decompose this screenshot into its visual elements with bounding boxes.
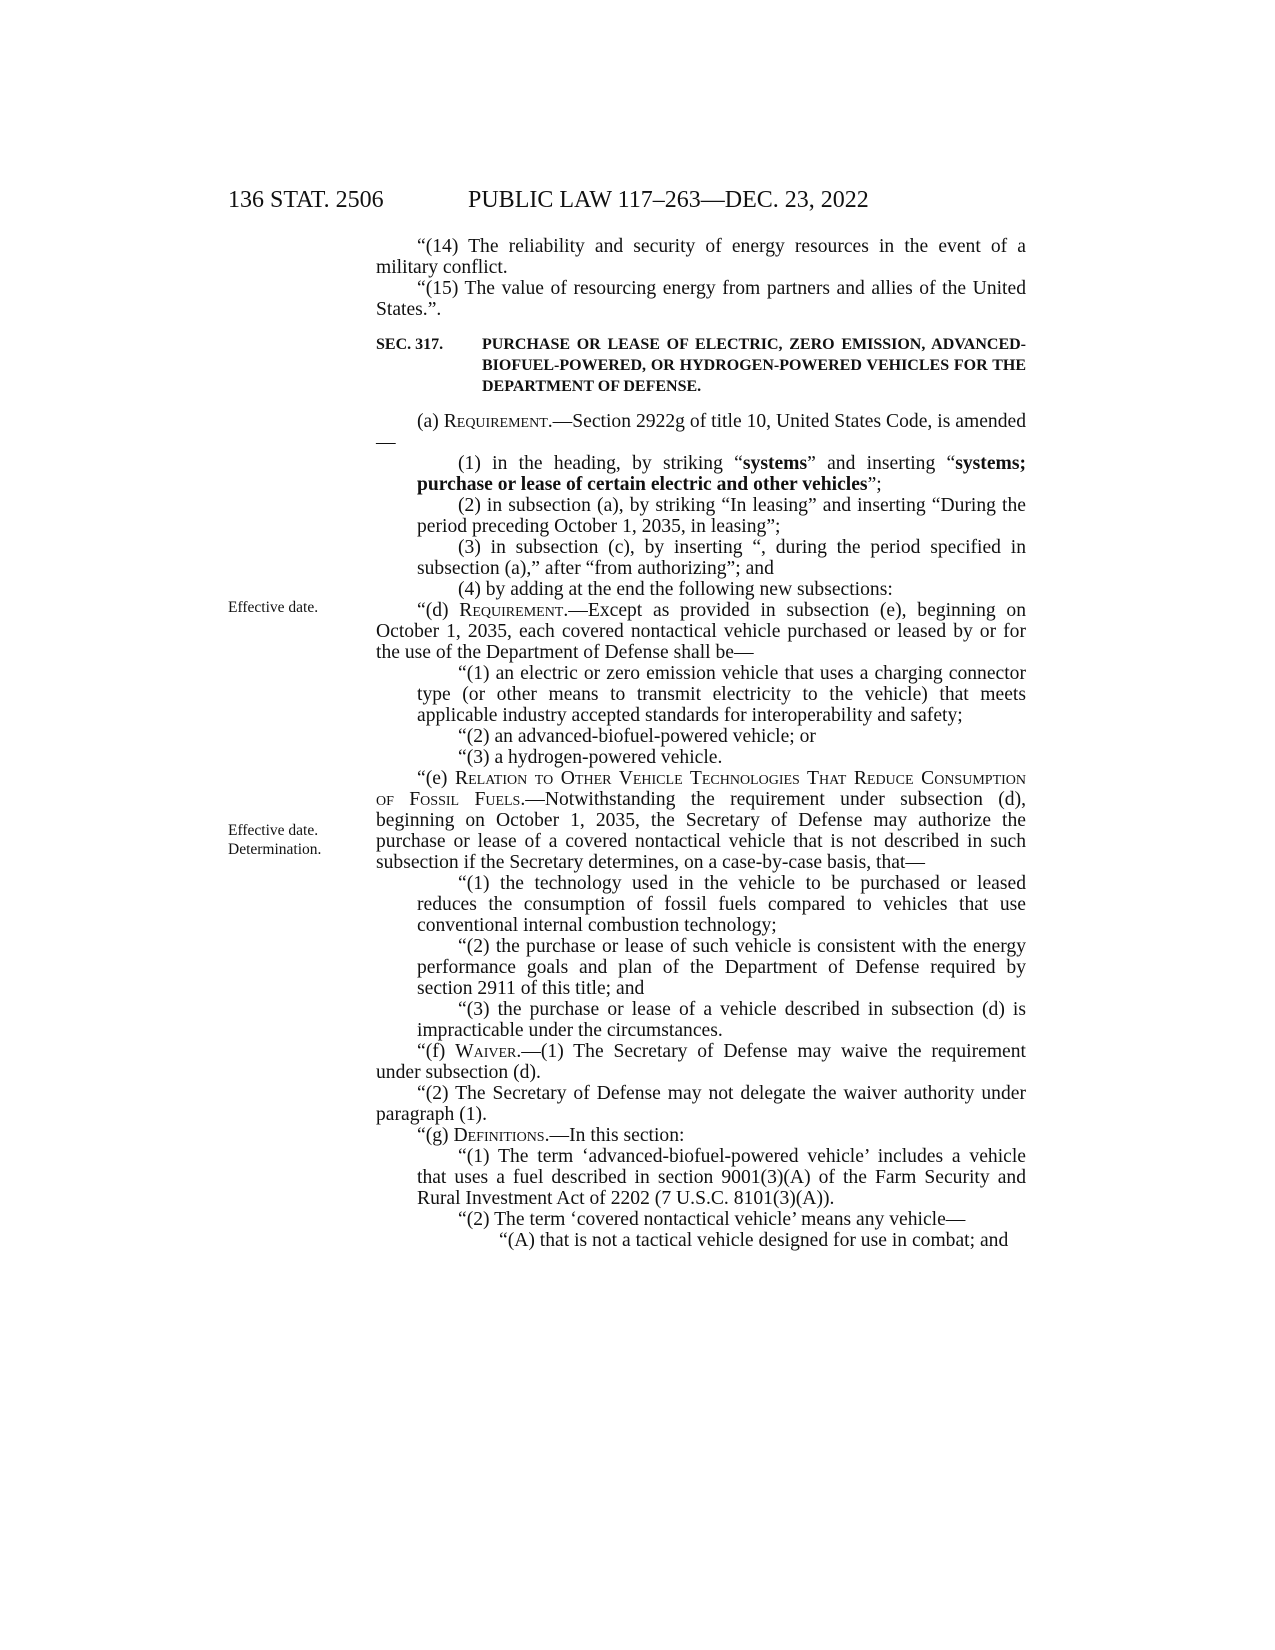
subsection-g: “(g) Definitions.—In this section: — [417, 1125, 685, 1146]
paragraph-15: “(15) The value of resourcing energy from partners and allies of the United States.”. — [376, 278, 1026, 320]
subsection-g-subparagraph-a: “(A) that is not a tactical vehicle designed for use in combat; and — [499, 1230, 1009, 1251]
amendment-item-4: (4) by adding at the end the following new subsections: — [458, 579, 893, 600]
section-number: SEC. 317. — [376, 336, 444, 353]
subsection-g-paragraph-2: “(2) The term ‘covered nontactical vehicle’ means any vehicle— — [458, 1209, 966, 1230]
subsection-f-paragraph-2: “(2) The Secretary of Defense may not delegate the waiver authority under paragraph (1). — [376, 1083, 1026, 1125]
margin-note-effective-date: Effective date. — [228, 599, 319, 616]
section-heading — [376, 334, 1026, 397]
subsection-e-paragraph-2: “(2) the purchase or lease of such vehicle is consistent with the energy performance goals and plan of the Department of Defense required by section 2911 of this title; and — [417, 936, 1026, 999]
subsection-d-heading: Requirement — [459, 600, 564, 621]
margin-note-determination: Determination. — [228, 841, 322, 858]
paragraph-14: “(14) The reliability and security of energy resources in the event of a military conflict. — [376, 236, 1026, 278]
section-title: PURCHASE OR LEASE OF ELECTRIC, ZERO EMISSION, ADVANCED-BIOFUEL-POWERED, OR HYDROGEN-POWERED VEHICLES FOR THE DEPARTMENT OF DEFENSE. — [482, 336, 1026, 395]
subsection-a-heading: Requirement — [443, 411, 548, 432]
amendment-item-2: (2) in subsection (a), by striking “In leasing” and inserting “During the period preceding October 1, 2035, in leasing”; — [417, 495, 1026, 537]
subsection-g-paragraph-1: “(1) The term ‘advanced-biofuel-powered vehicle’ includes a vehicle that uses a fuel described in section 9001(3)(A) of the Farm Security and Rural Investment Act of 2202 (7 U.S.C. 8101(3)(A)). — [417, 1146, 1026, 1209]
amendment-item-1: (1) in the heading, by striking “systems” and inserting “systems; purchase or lease of certain electric and other vehicles”; — [417, 453, 1026, 495]
margin-note-effective-date-2: Effective date. — [228, 822, 319, 839]
stat-page-number: 136 STAT. 2506 — [228, 187, 384, 213]
subsection-e-heading: Relation to Other Vehicle Technologies That Reduce Consumption of Fossil Fuels — [376, 768, 1026, 810]
subsection-f-heading: Waiver — [455, 1041, 517, 1062]
running-head: PUBLIC LAW 117–263—DEC. 23, 2022 — [468, 187, 869, 213]
subsection-f: “(f) Waiver.—(1) The Secretary of Defense may waive the requirement under subsection (d). — [376, 1041, 1026, 1083]
subsection-a: (a) Requirement.—Section 2922g of title 10, United States Code, is amended— — [376, 411, 1026, 453]
subsection-g-heading: Definitions — [453, 1125, 545, 1146]
subsection-e: “(e) Relation to Other Vehicle Technologies That Reduce Consumption of Fossil Fuels.—Notwithstanding the requirement under subsection (d), beginning on October 1, 2035, the Secretary of Defense may authorize the purchase or lease of a covered nontactical vehicle that is not described in such subsection if the Secretary determines, on a case-by-case basis, that— — [376, 768, 1026, 873]
document-body — [376, 236, 1026, 1251]
subsection-e-paragraph-1: “(1) the technology used in the vehicle to be purchased or leased reduces the consumption of fossil fuels compared to vehicles that use conventional internal combustion technology; — [417, 873, 1026, 936]
subsection-d-paragraph-2: “(2) an advanced-biofuel-powered vehicle; or — [458, 726, 816, 747]
subsection-e-paragraph-3: “(3) the purchase or lease of a vehicle described in subsection (d) is impracticable under the circumstances. — [417, 999, 1026, 1041]
subsection-d: “(d) Requirement.—Except as provided in subsection (e), beginning on October 1, 2035, each covered nontactical vehicle purchased or leased by or for the use of the Department of Defense shall be— — [376, 600, 1026, 663]
subsection-d-paragraph-3: “(3) a hydrogen-powered vehicle. — [458, 747, 723, 768]
subsection-d-paragraph-1: “(1) an electric or zero emission vehicle that uses a charging connector type (or other means to transmit electricity to the vehicle) that meets applicable industry accepted standards for interoperability and safety; — [417, 663, 1026, 726]
amendment-item-3: (3) in subsection (c), by inserting “, during the period specified in subsection (a),” after “from authorizing”; and — [417, 537, 1026, 579]
